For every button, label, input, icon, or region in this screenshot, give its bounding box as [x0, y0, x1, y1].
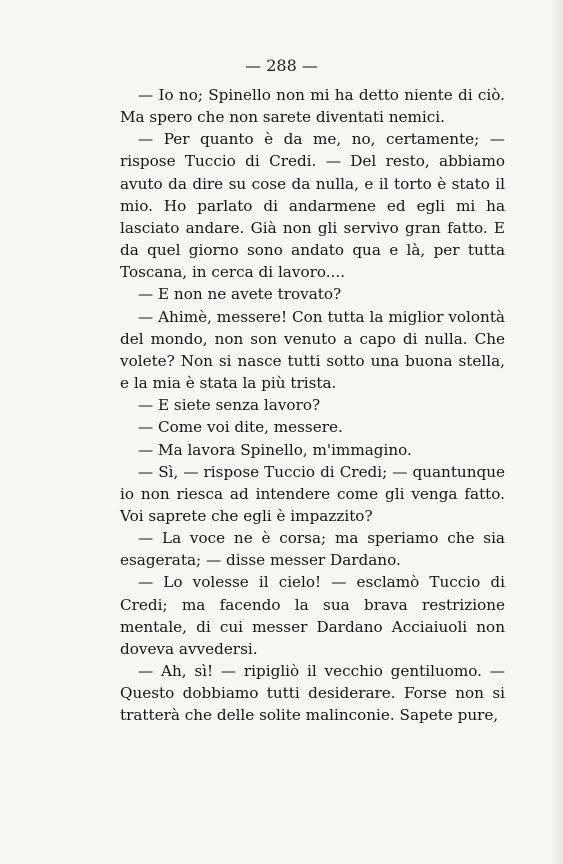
paragraph-3: — E non ne avete trovato? — [138, 285, 342, 304]
paragraph-8: — Sì, — rispose Tuccio di Credi; — quantunque io non riesca ad intendere come gli venga fatto. Voi saprete che egli è impazzito? — [120, 462, 505, 525]
paragraph-4: — Ahimè, messere! Con tutta la miglior volontà del mondo, non son venuto a capo di nulla. Che volete? Non si nasce tutti sotto una buona stella, e la mia è stata la più trista. — [120, 307, 505, 393]
paragraph-2: — Per quanto è da me, no, certamente; — rispose Tuccio di Credi. — Del resto, abbiamo avuto da dire su cose da nulla, e il torto è stato il mio. Ho parlato di andarmene ed egli mi ha lasciato andare. Già non gli servivo gran fatto. E da quel giorno sono andato qua e là, per tutta Toscana, in cerca di lavoro.... — [120, 130, 505, 282]
page-edge-shadow — [551, 0, 563, 864]
paragraph-5: — E siete senza lavoro? — [138, 396, 321, 415]
paragraph-9: — La voce ne è corsa; ma speriamo che sia esagerata; — disse messer Dardano. — [120, 529, 505, 570]
paragraph-6: — Come voi dite, messere. — [138, 418, 343, 437]
body-text — [120, 84, 505, 727]
paragraph-1: — Io no; Spinello non mi ha detto niente di ciò. Ma spero che non sarete diventati nemici. — [120, 86, 505, 127]
paragraph-10: — Lo volesse il cielo! — esclamò Tuccio di Credi; ma facendo la sua brava restrizione mentale, di cui messer Dardano Acciaiuoli non doveva avvedersi. — [120, 573, 505, 658]
paragraph-7: — Ma lavora Spinello, m'immagino. — [138, 440, 412, 459]
page-number: — 288 — — [245, 56, 318, 75]
paragraph-11: — Ah, sì! — ripigliò il vecchio gentiluomo. — Questo dobbiamo tutti desiderare. Forse non si tratterà che delle solite malinconie. Sapete pure, — [120, 662, 505, 725]
